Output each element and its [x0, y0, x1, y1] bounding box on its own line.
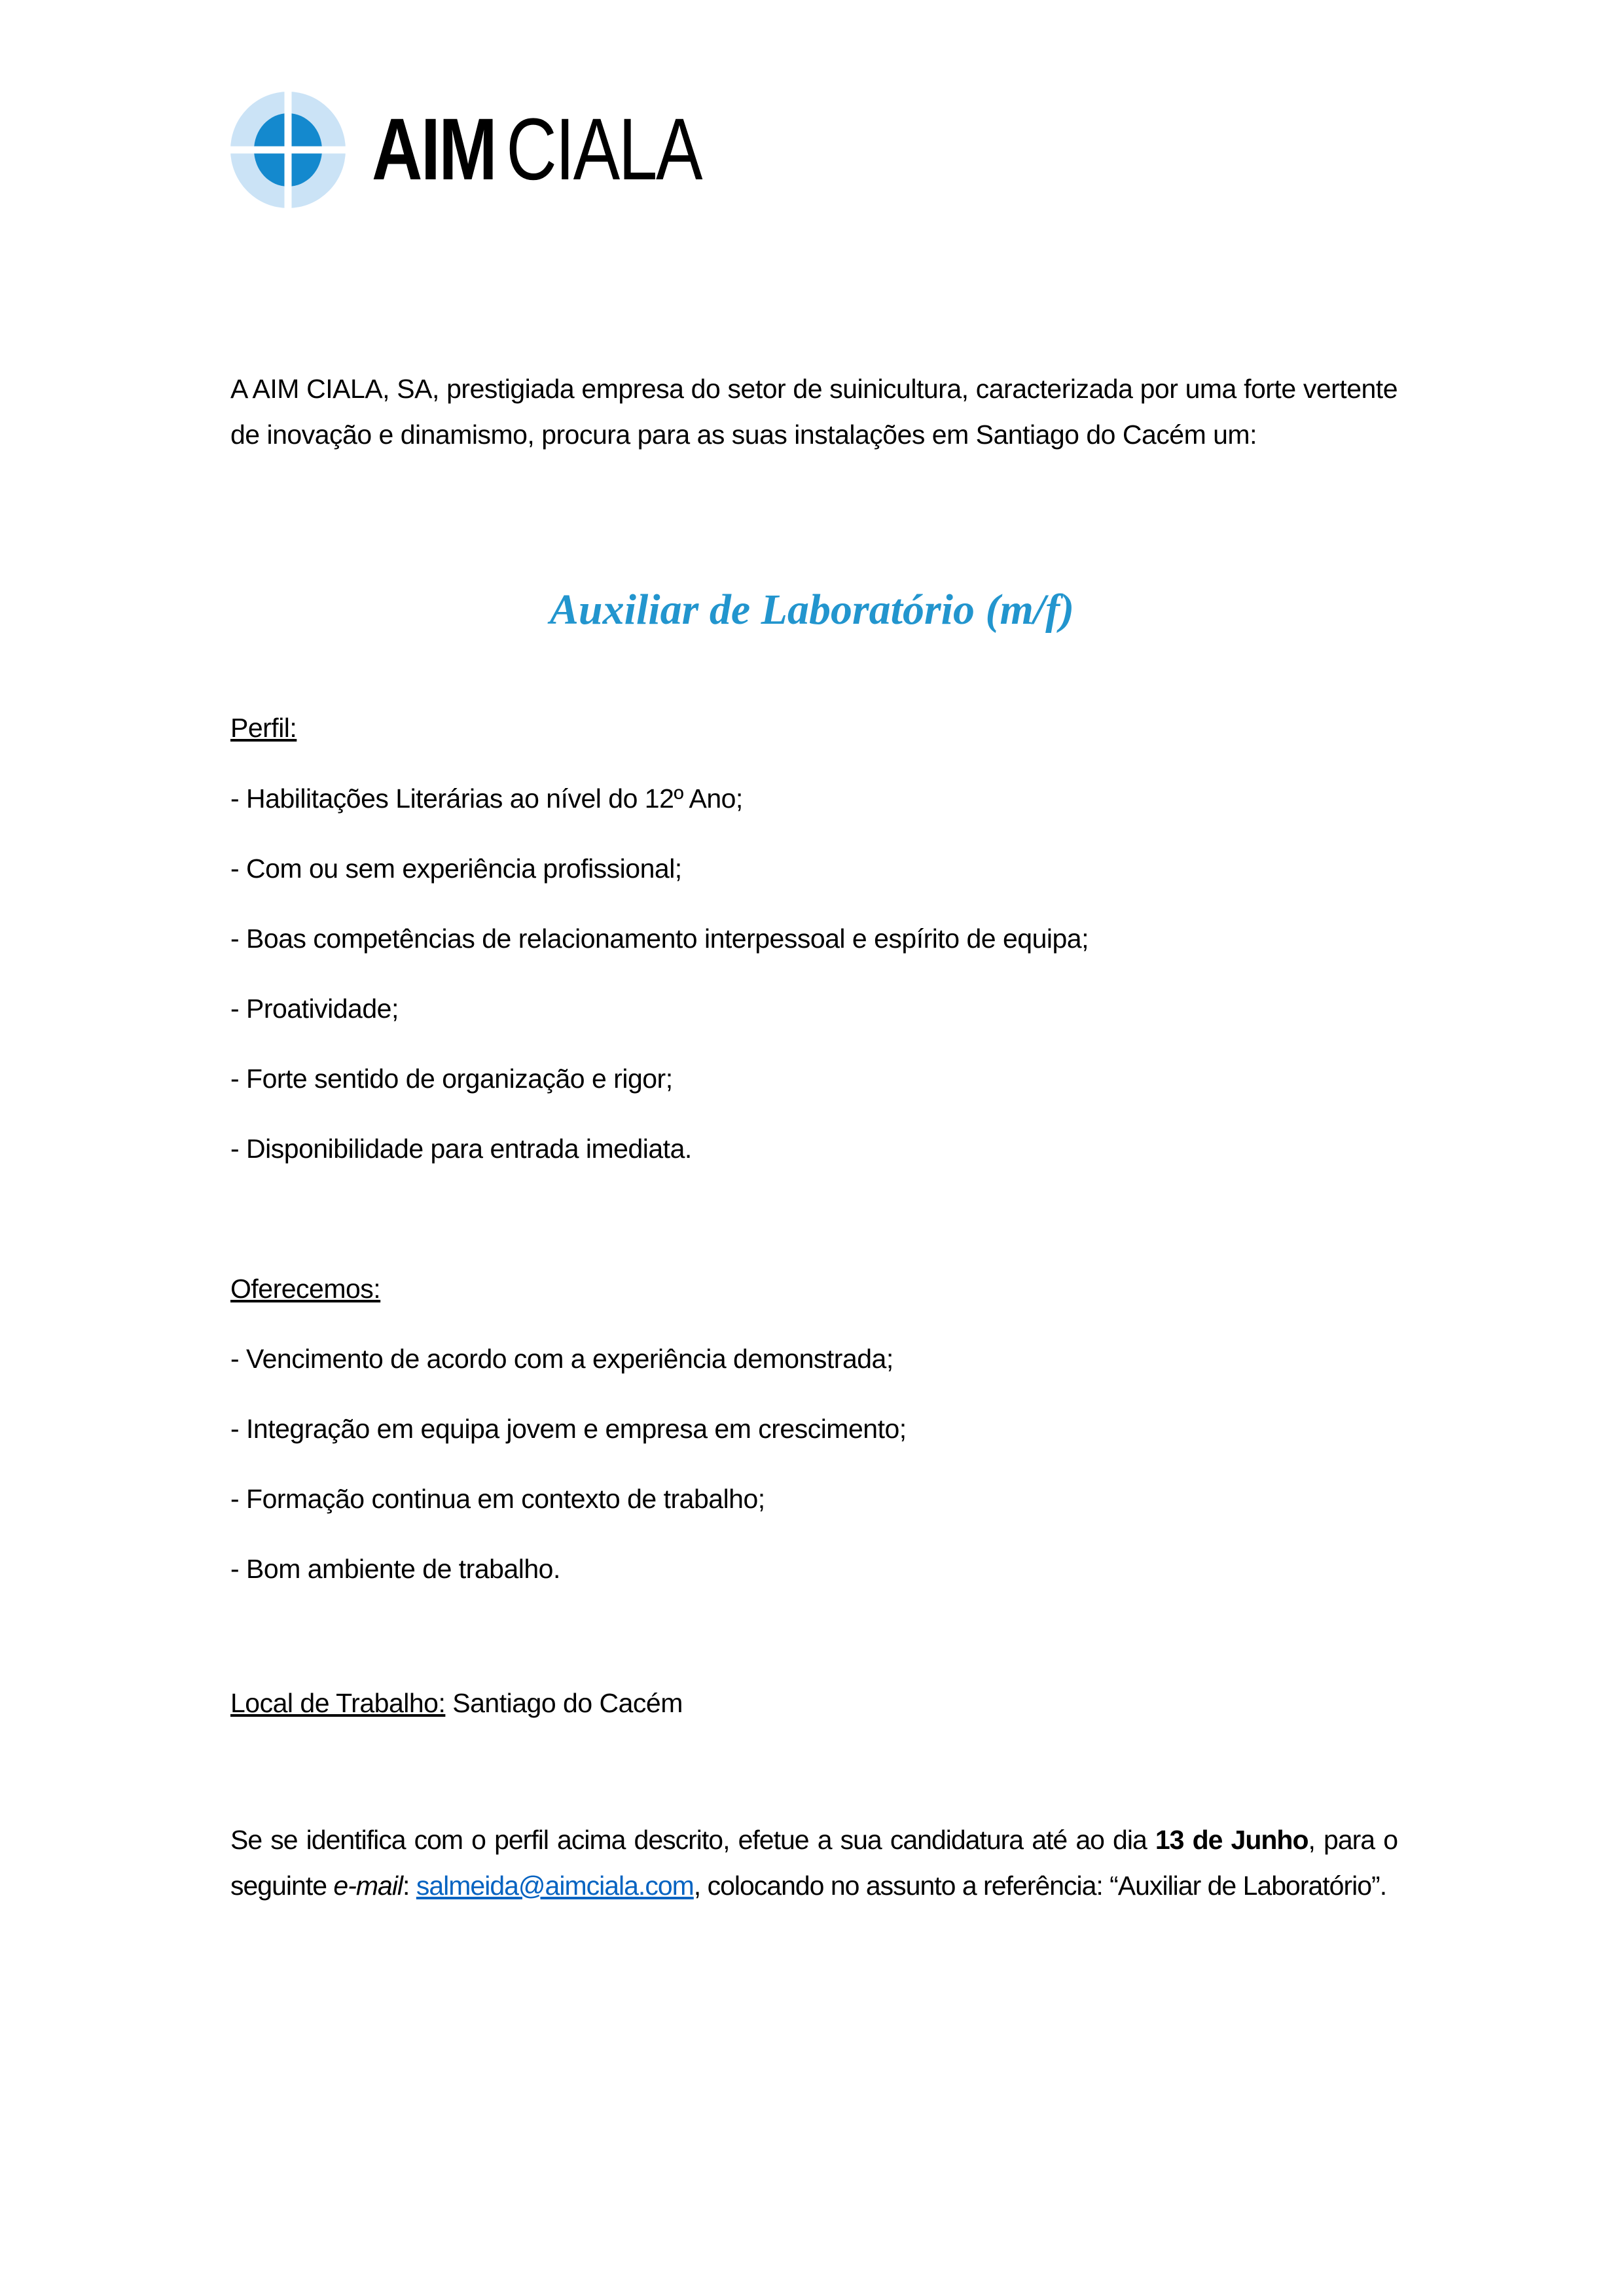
perfil-item: - Boas competências de relacionamento interpessoal e espírito de equipa;	[230, 924, 1089, 954]
crosshair-horizontal-line	[230, 147, 346, 154]
work-location-line	[230, 1683, 1398, 1724]
target-icon	[230, 92, 346, 208]
company-name-light: CIALA	[506, 101, 702, 198]
perfil-item: - Com ou sem experiência profissional;	[230, 853, 682, 884]
perfil-item: - Habilitações Literárias ao nível do 12º Ano;	[230, 783, 743, 814]
closing-after-date: , para o seguinte	[230, 1825, 1398, 1901]
company-name	[372, 101, 702, 198]
perfil-heading-text: Perfil:	[230, 713, 297, 743]
application-email-link[interactable]: salmeida@aimciala.com	[416, 1871, 694, 1901]
oferecemos-item: - Integração em equipa jovem e empresa em crescimento;	[230, 1414, 907, 1444]
work-location-label: Local de Trabalho:	[230, 1688, 446, 1718]
perfil-item: - Forte sentido de organização e rigor;	[230, 1064, 673, 1094]
email-separator: :	[403, 1871, 416, 1901]
email-word: e-mail	[333, 1871, 403, 1901]
closing-after-email: , colocando no assunto a referência: “Auxiliar de Laboratório”.	[693, 1871, 1387, 1901]
perfil-item: - Disponibilidade para entrada imediata.	[230, 1134, 692, 1164]
perfil-heading	[230, 708, 1398, 749]
application-deadline: 13 de Junho	[1155, 1825, 1308, 1855]
closing-before-date: Se se identifica com o perfil acima descrito, efetue a sua candidatura até ao dia	[230, 1825, 1155, 1855]
job-title: Auxiliar de Laboratório (m/f)	[549, 586, 1075, 634]
oferecemos-heading-text: Oferecemos:	[230, 1274, 381, 1304]
intro-paragraph: A AIM CIALA, SA, prestigiada empresa do setor de suinicultura, caracterizada por uma forte vertente de inovação e dinamismo, procura para as suas instalações em Santiago do Cacém um:	[230, 374, 1398, 450]
closing-paragraph	[230, 1817, 1398, 1909]
oferecemos-heading	[230, 1268, 1398, 1310]
company-logo	[230, 92, 1398, 208]
work-location-value: Santiago do Cacém	[452, 1688, 683, 1718]
oferecemos-item: - Vencimento de acordo com a experiência demonstrada;	[230, 1344, 893, 1374]
oferecemos-item: - Formação continua em contexto de trabalho;	[230, 1484, 765, 1514]
perfil-item: - Proatividade;	[230, 994, 399, 1024]
company-name-bold: AIM	[372, 101, 496, 198]
oferecemos-item: - Bom ambiente de trabalho.	[230, 1554, 560, 1584]
